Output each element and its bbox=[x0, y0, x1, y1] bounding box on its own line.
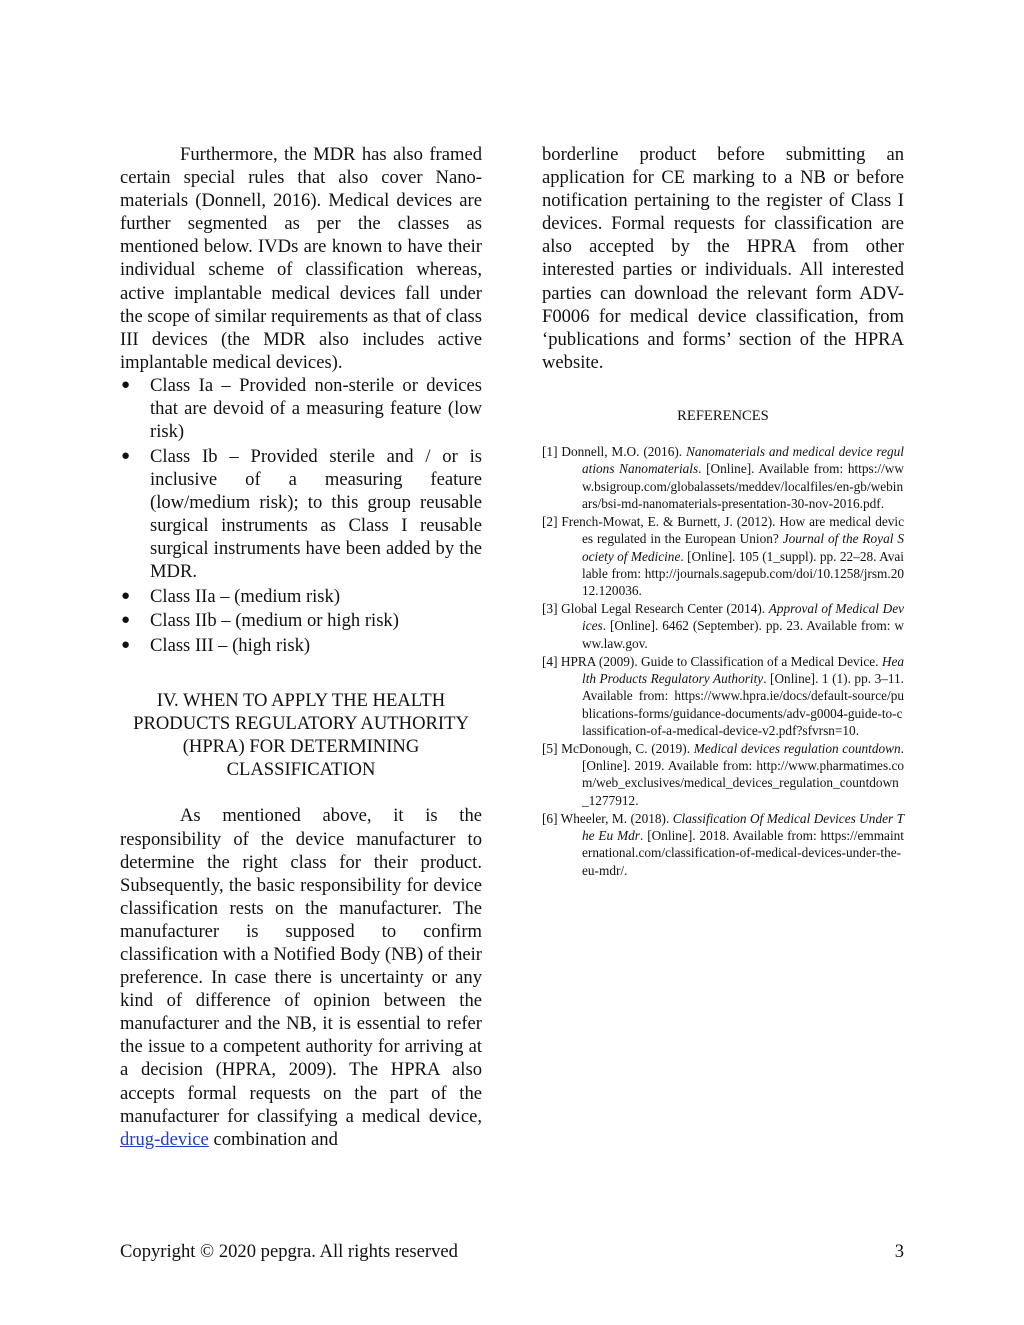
list-item bbox=[120, 609, 482, 632]
references-list bbox=[542, 443, 904, 879]
references-heading: REFERENCES bbox=[677, 407, 769, 424]
list-item-text: Class Ib – Provided sterile and / or is inclusive of a measuring feature (low/medium risk); to this group reusable surgical instruments as Class I reusable surgical instruments have been added by the MDR. bbox=[150, 445, 482, 583]
reference-item bbox=[542, 600, 904, 652]
bullet-icon: ● bbox=[121, 587, 131, 604]
reference-text: [2] French-Mowat, E. & Burnett, J. (2012). How are medical devices regulated in the European Union? bbox=[542, 513, 904, 547]
reference-item bbox=[542, 740, 904, 809]
reference-text: . [Online]. 1 (1). pp. 3–11. Available from: https://www.hpra.ie/docs/default-source/publications-forms/guidance-documents/adv-g0004-guide-to-classification-of-a-medical-device-v2.pdf?sfvrsn=10. bbox=[582, 670, 904, 738]
reference-text: . [Online]. 6462 (September). pp. 23. Available from: www.law.gov. bbox=[582, 618, 904, 651]
right-column bbox=[542, 143, 904, 880]
list-item bbox=[120, 585, 482, 608]
reference-item bbox=[542, 513, 904, 600]
bullet-icon: ● bbox=[121, 447, 131, 464]
reference-text: [6] Wheeler, M. (2018). bbox=[542, 810, 673, 826]
reference-text: [5] McDonough, C. (2019). bbox=[542, 740, 694, 756]
reference-text: [1] Donnell, M.O. (2016). bbox=[542, 443, 686, 459]
page-number: 3 bbox=[894, 1241, 904, 1262]
reference-title: Journal of the Royal Society of Medicine bbox=[582, 531, 904, 564]
list-item-text: Class Ia – Provided non-sterile or devices that are devoid of a measuring feature (low risk) bbox=[150, 374, 482, 443]
reference-title: Medical devices regulation countdown bbox=[693, 740, 901, 756]
paragraph-borderline: borderline product before submitting an application for CE marking to a NB or before notification pertaining to the register of Class I devices. Formal requests for classification are also accepted by the HPRA from other interested parties or individuals. All interested parties can download the relevant form ADV-F0006 for medical device classification, from ‘publications and forms’ section of the HPRA website. bbox=[542, 144, 904, 373]
bullet-icon: ● bbox=[121, 636, 131, 653]
reference-text: [3] Global Legal Research Center (2014). bbox=[542, 601, 769, 617]
reference-text: . [Online]. 2018. Available from: https://emmainternational.com/classification-of-medical-devices-under-the-eu-mdr/. bbox=[582, 828, 905, 878]
list-item-text: Class IIb – (medium or high risk) bbox=[150, 610, 399, 632]
reference-item bbox=[542, 443, 904, 512]
list-item-text: Class IIa – (medium risk) bbox=[150, 585, 341, 607]
section-heading: IV. WHEN TO APPLY THE HEALTH PRODUCTS REGULATORY AUTHORITY (HPRA) FOR DETERMINING CLASSIFICATION bbox=[133, 690, 469, 781]
reference-text: . [Online]. 2019. Available from: http://www.pharmatimes.com/web_exclusives/medical_devices_regulation_countdown_1277912. bbox=[582, 740, 904, 808]
paragraph-text: As mentioned above, it is the responsibility of the device manufacturer to determine the right class for their product. Subsequently, the basic responsibility for device classification rests on the manufacturer. The manufacturer is supposed to confirm classification with a Notified Body (NB) of their preference. In case there is uncertainty or any kind of difference of opinion between the manufacturer and the NB, it is essential to refer the issue to a competent authority for arriving at a decision (HPRA, 2009). The HPRA also accepts formal requests on the part of the manufacturer for classifying a medical device, bbox=[120, 805, 482, 1127]
bullet-icon: ● bbox=[121, 612, 131, 629]
paragraph-mdr-rules: Furthermore, the MDR has also framed certain special rules that also cover Nano-materials (Donnell, 2016). Medical devices are further segmented as per the classes as mentioned below. IVDs are known to have their individual scheme of classification whereas, active implantable medical devices fall under the scope of similar requirements as that of class III devices (the MDR also includes active implantable medical devices). bbox=[120, 144, 482, 373]
reference-item bbox=[542, 653, 904, 740]
reference-text: . [Online]. 105 (1_suppl). pp. 22–28. Available from: http://journals.sagepub.com/doi/10.1258/jrsm.2012.120036. bbox=[582, 548, 904, 599]
paragraph-responsibility bbox=[120, 804, 482, 1150]
copyright-notice: Copyright © 2020 pepgra. All rights reserved bbox=[120, 1241, 458, 1262]
paragraph-text-end: combination and bbox=[213, 1128, 338, 1150]
list-item bbox=[120, 634, 482, 657]
reference-text: [4] HPRA (2009). Guide to Classification of a Medical Device. bbox=[542, 653, 882, 669]
list-item bbox=[120, 445, 482, 584]
left-column bbox=[120, 143, 482, 1151]
reference-title: Approval of Medical Devices bbox=[582, 601, 904, 634]
device-class-list bbox=[120, 374, 482, 657]
drug-device-link[interactable]: drug-device bbox=[120, 1128, 209, 1150]
reference-item bbox=[542, 810, 904, 879]
reference-title: Nanomaterials and medical device regulations Nanomaterials bbox=[582, 443, 904, 477]
reference-text: . [Online]. Available from: https://www.bsigroup.com/globalassets/meddev/localfiles/en-gb/webinars/bsi-md-nanomaterials-presentation-30-nov-2016.pdf. bbox=[582, 461, 904, 511]
list-item-text: Class III – (high risk) bbox=[150, 634, 311, 656]
reference-title: Classification Of Medical Devices Under The Eu Mdr bbox=[582, 810, 904, 843]
bullet-icon: ● bbox=[121, 376, 131, 393]
list-item bbox=[120, 374, 482, 443]
reference-title: Health Products Regulatory Authority bbox=[582, 653, 904, 686]
